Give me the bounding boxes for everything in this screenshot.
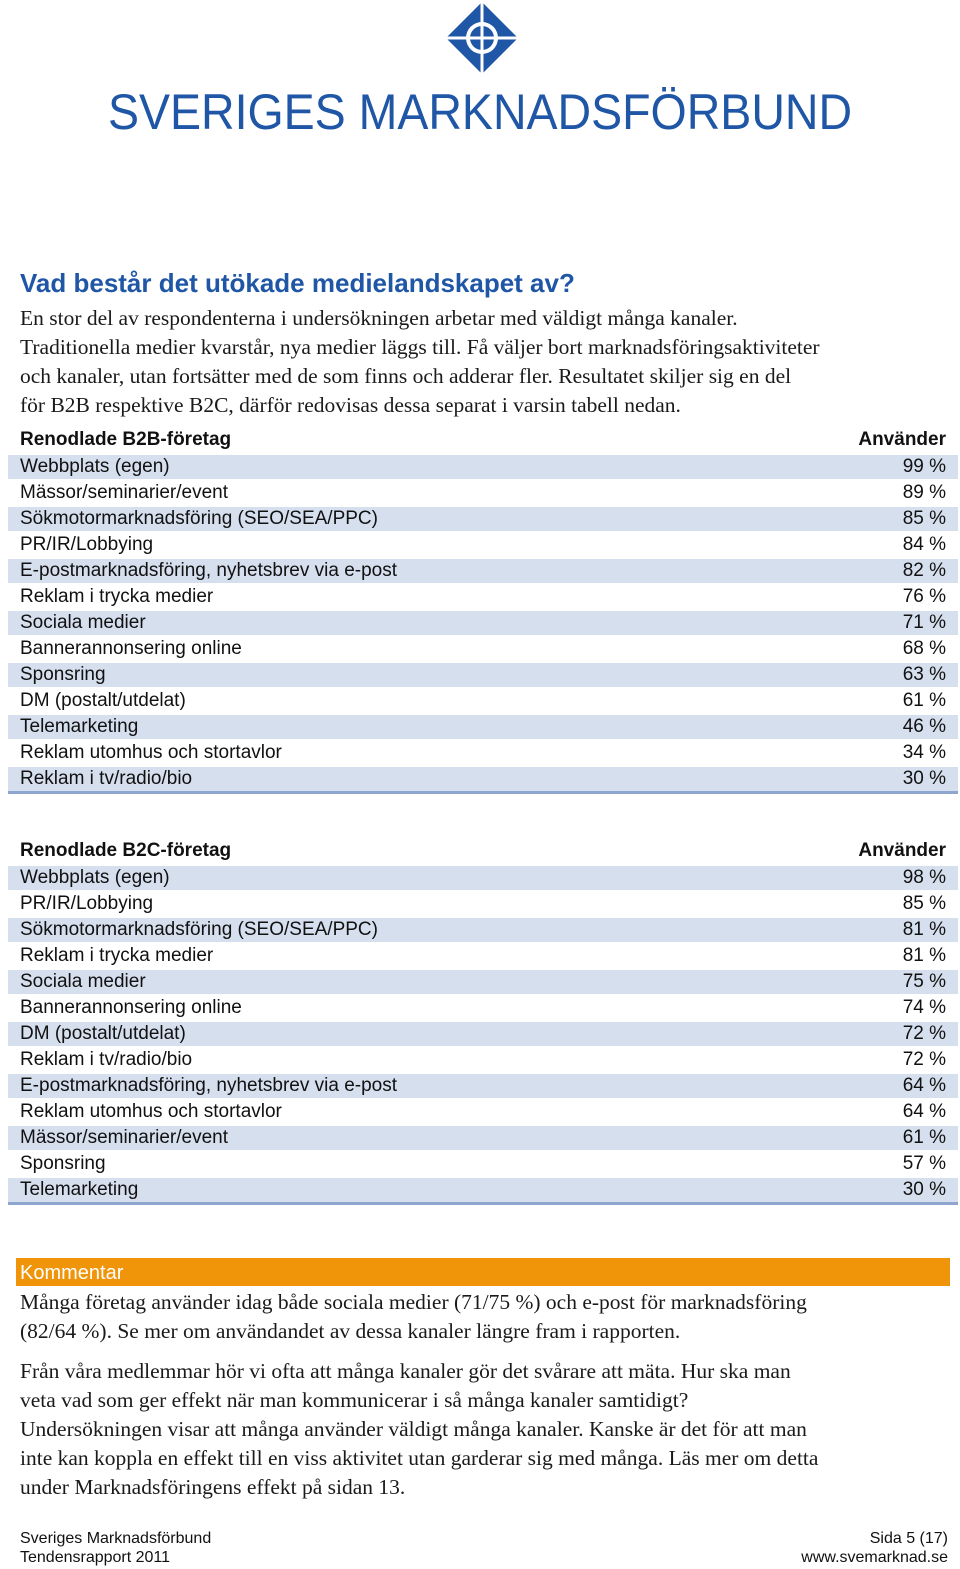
row-label: Sökmotormarknadsföring (SEO/SEA/PPC) — [20, 508, 378, 529]
row-label: Mässor/seminarier/event — [20, 482, 229, 503]
table-row — [8, 687, 958, 713]
row-value: 46 % — [902, 716, 946, 737]
comment-line: under Marknadsföringens effekt på sidan 13. — [20, 1475, 406, 1499]
row-value: 84 % — [902, 534, 946, 555]
row-label: Bannerannonsering online — [20, 638, 242, 659]
intro-line: för B2B respektive B2C, därför redovisas dessa separat i varsin tabell nedan. — [20, 393, 681, 417]
row-value: 98 % — [902, 867, 946, 888]
comment-line: inte kan koppla en effekt till en viss aktivitet utan garderar sig med många. Läs mer om detta — [20, 1446, 819, 1470]
row-label: Sponsring — [20, 664, 106, 685]
comment-paragraph-1 — [20, 1288, 950, 1346]
row-label: Mässor/seminarier/event — [20, 1127, 229, 1148]
table-row — [8, 916, 958, 942]
row-label: Bannerannonsering online — [20, 997, 242, 1018]
footer-url: www.svemarknad.se — [801, 1549, 948, 1566]
b2c-table — [8, 838, 958, 1205]
row-label: Reklam utomhus och stortavlor — [20, 742, 282, 763]
comment-line: (82/64 %). Se mer om användandet av dessa kanaler längre fram i rapporten. — [20, 1319, 681, 1343]
row-label: Webbplats (egen) — [20, 456, 170, 477]
row-value: 30 % — [902, 1179, 946, 1200]
row-label: E-postmarknadsföring, nyhetsbrev via e-post — [20, 1075, 398, 1096]
b2c-table-header — [8, 838, 958, 864]
b2b-column-header: Använder — [858, 429, 946, 450]
row-value: 89 % — [902, 482, 946, 503]
row-value: 72 % — [902, 1049, 946, 1070]
table-row — [8, 942, 958, 968]
table-row — [8, 609, 958, 635]
row-value: 72 % — [902, 1023, 946, 1044]
row-value: 81 % — [902, 945, 946, 966]
table-row — [8, 1098, 958, 1124]
footer-org: Sveriges Marknadsförbund — [20, 1530, 212, 1547]
table-row — [8, 864, 958, 890]
row-label: Telemarketing — [20, 716, 139, 737]
table-row — [8, 1072, 958, 1098]
intro-paragraph — [20, 304, 950, 420]
table-row — [8, 994, 958, 1020]
b2c-column-header: Använder — [858, 840, 946, 861]
comment-line: Från våra medlemmar hör vi ofta att många kanaler gör det svårare att mäta. Hur ska man — [20, 1359, 791, 1383]
b2c-table-title: Renodlade B2C-företag — [20, 840, 232, 861]
table-row — [8, 1124, 958, 1150]
comment-line: veta vad som ger effekt när man kommunicerar i så många kanaler samtidigt? — [20, 1388, 689, 1412]
table-row — [8, 1150, 958, 1176]
row-value: 57 % — [902, 1153, 946, 1174]
row-value: 81 % — [902, 919, 946, 940]
page-footer — [20, 1529, 948, 1567]
table-row — [8, 765, 958, 794]
row-label: Sociala medier — [20, 971, 146, 992]
row-label: Sponsring — [20, 1153, 106, 1174]
intro-line: En stor del av respondenterna i undersökningen arbetar med väldigt många kanaler. — [20, 306, 738, 330]
table-row — [8, 1046, 958, 1072]
row-label: DM (postalt/utdelat) — [20, 690, 186, 711]
table-row — [8, 661, 958, 687]
comment-line: Många företag använder idag både sociala medier (71/75 %) och e-post för marknadsföring — [20, 1290, 807, 1314]
row-label: Telemarketing — [20, 1179, 139, 1200]
b2b-table-title: Renodlade B2B-företag — [20, 429, 232, 450]
row-value: 30 % — [902, 768, 946, 789]
logo-wordmark: SVERIGES MARKNADSFÖRBUND — [107, 84, 853, 140]
page-heading: Vad består det utökade medielandskapet av? — [20, 268, 575, 298]
table-row — [8, 1020, 958, 1046]
row-value: 71 % — [902, 612, 946, 633]
b2b-table-header — [8, 427, 958, 453]
comment-title-bar: Kommentar — [16, 1258, 950, 1286]
row-label: Reklam i tv/radio/bio — [20, 1049, 193, 1070]
table-row — [8, 635, 958, 661]
row-label: Reklam i trycka medier — [20, 586, 214, 607]
footer-page-number: Sida 5 (17) — [869, 1530, 948, 1547]
footer-report: Tendensrapport 2011 — [20, 1549, 171, 1566]
table-row — [8, 583, 958, 609]
row-value: 99 % — [902, 456, 946, 477]
row-label: Reklam i tv/radio/bio — [20, 768, 193, 789]
row-label: E-postmarknadsföring, nyhetsbrev via e-post — [20, 560, 398, 581]
row-value: 63 % — [902, 664, 946, 685]
row-label: Reklam i trycka medier — [20, 945, 214, 966]
b2b-table — [8, 427, 958, 794]
table-row — [8, 505, 958, 531]
table-row — [8, 890, 958, 916]
table-row — [8, 557, 958, 583]
table-row — [8, 453, 958, 479]
table-row — [8, 531, 958, 557]
table-row — [8, 968, 958, 994]
table-row — [8, 1176, 958, 1205]
row-label: DM (postalt/utdelat) — [20, 1023, 186, 1044]
row-label: PR/IR/Lobbying — [20, 534, 154, 555]
row-label: Sökmotormarknadsföring (SEO/SEA/PPC) — [20, 919, 378, 940]
row-value: 75 % — [902, 971, 946, 992]
header-logo — [0, 0, 960, 150]
table-row — [8, 479, 958, 505]
intro-line: och kanaler, utan fortsätter med de som finns och adderar fler. Resultatet skiljer sig en del — [20, 364, 792, 388]
table-row — [8, 739, 958, 765]
row-value: 34 % — [902, 742, 946, 763]
row-value: 64 % — [902, 1075, 946, 1096]
table-row — [8, 713, 958, 739]
comment-paragraph-2 — [20, 1357, 950, 1502]
row-value: 61 % — [902, 1127, 946, 1148]
row-label: Reklam utomhus och stortavlor — [20, 1101, 282, 1122]
row-label: Sociala medier — [20, 612, 146, 633]
row-label: PR/IR/Lobbying — [20, 893, 154, 914]
row-value: 85 % — [902, 893, 946, 914]
row-value: 82 % — [902, 560, 946, 581]
row-value: 76 % — [902, 586, 946, 607]
row-value: 85 % — [902, 508, 946, 529]
logo-diamond-icon — [446, 2, 518, 74]
row-value: 68 % — [902, 638, 946, 659]
row-value: 64 % — [902, 1101, 946, 1122]
row-value: 74 % — [902, 997, 946, 1018]
row-label: Webbplats (egen) — [20, 867, 170, 888]
intro-line: Traditionella medier kvarstår, nya medier läggs till. Få väljer bort marknadsföringsaktiviteter — [20, 335, 820, 359]
row-value: 61 % — [902, 690, 946, 711]
comment-line: Undersökningen visar att många använder väldigt många kanaler. Kanske är det för att man — [20, 1417, 807, 1441]
